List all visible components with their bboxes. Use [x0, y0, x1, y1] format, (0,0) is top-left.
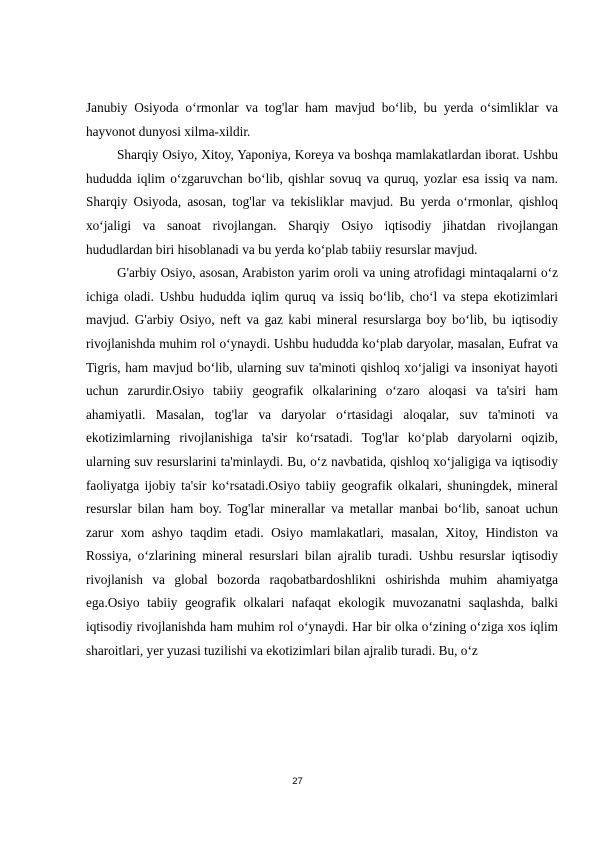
paragraph-1: Janubiy Osiyoda o‘rmonlar va tog'lar ham mavjud bo‘lib, bu yerda o‘simliklar va hayvonot dunyosi xilma-xildir.: [86, 100, 558, 139]
page-number: 27: [292, 776, 303, 787]
paragraph-2: Sharqiy Osiyo, Xitoy, Yaponiya, Koreya va boshqa mamlakatlardan iborat. Ushbu hududda iqlim o‘zgaruvchan bo‘lib, qishlar sovuq va quruq, yozlar esa issiq va nam. Sharqiy Osiyoda, asosan, tog'lar va tekisliklar mavjud. Bu yerda o‘rmonlar, qishloq xo‘jaligi va sanoat rivojlangan. Sharqiy Osiyo iqtisodiy jihatdan rivojlangan hududlardan biri hisoblanadi va bu yerda ko‘plab tabiiy resurslar mavjud.: [86, 147, 558, 257]
paragraph-3: G'arbiy Osiyo, asosan, Arabiston yarim oroli va uning atrofidagi mintaqalarni o‘z ichiga oladi. Ushbu hududda iqlim quruq va issiq bo‘lib, cho‘l va stepa ekotizimlari mavjud. G'arbiy Osiyo, neft va gaz kabi mineral resurslarga boy bo‘lib, bu iqtisodiy rivojlanishda muhim rol o‘ynaydi. Ushbu hududda ko‘plab daryolar, masalan, Eufrat va Tigris, ham mavjud bo‘lib, ularning suv ta'minoti qishloq xo‘jaligi va insoniyat hayoti uchun zarurdir.Osiyo tabiiy geografik olkalarining o‘zaro aloqasi va ta'siri ham ahamiyatli. Masalan, tog'lar va daryolar o‘rtasidagi aloqalar, suv ta'minoti va ekotizimlarning rivojlanishiga ta'sir ko‘rsatadi. Tog'lar ko‘plab daryolarni oqizib, ularning suv resurslarini ta'minlaydi. Bu, o‘z navbatida, qishloq xo‘jaligiga va iqtisodiy faoliyatga ijobiy ta'sir ko‘rsatadi.Osiyo tabiiy geografik olkalari, shuningdek, mineral resurslar bilan ham boy. Tog'lar minerallar va metallar manbai bo‘lib, sanoat uchun zarur xom ashyo taqdim etadi. Osiyo mamlakatlari, masalan, Xitoy, Hindiston va Rossiya, o‘zlarining mineral resurslari bilan ajralib turadi. Ushbu resurslar iqtisodiy rivojlanish va global bozorda raqobatbardoshlikni oshirishda muhim ahamiyatga ega.Osiyo tabiiy geografik olkalari nafaqat ekologik muvozanatni saqlashda, balki iqtisodiy rivojlanishda ham muhim rol o‘ynaydi. Har bir olka o‘zining o‘ziga xos iqlim sharoitlari, yer yuzasi tuzilishi va ekotizimlari bilan ajralib turadi. Bu, o‘z: [86, 265, 558, 658]
page-body: [86, 96, 558, 662]
